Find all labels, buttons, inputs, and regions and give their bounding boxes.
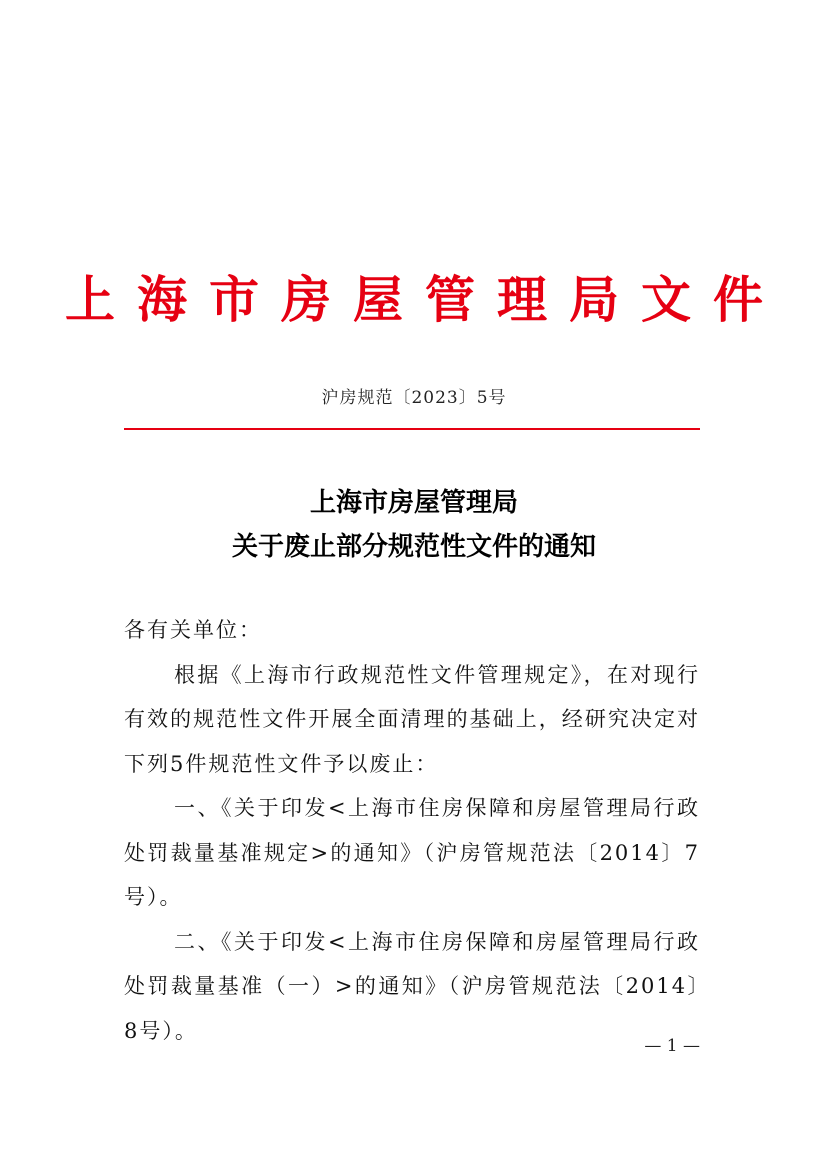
notice-title-line2: 关于废止部分规范性文件的通知 [231, 532, 596, 562]
intro-paragraph: 根据《上海市行政规范性文件管理规定》，在对现行有效的规范性文件开展全面清理的基础上，经研究决定对下列5件规范性文件予以废止： [124, 662, 700, 776]
document-number: 沪房规范〔2023〕5号 [321, 388, 507, 408]
notice-title-line1: 上海市房屋管理局 [309, 488, 518, 518]
salutation: 各有关单位： [124, 618, 262, 642]
page-number: — 1 — [644, 1036, 700, 1056]
list-item: 二、《关于印发<上海市住房保障和房屋管理局行政处罚裁量基准（一）>的通知》（沪房管规范法〔2014〕8号）。 [124, 929, 700, 1043]
agency-masthead: 上海市房屋管理局文件 [65, 271, 785, 329]
list-item: 一、《关于印发<上海市住房保障和房屋管理局行政处罚裁量基准规定>的通知》（沪房管规范法〔2014〕7号）。 [124, 796, 700, 909]
notice-body [124, 608, 700, 1053]
red-divider-line [124, 428, 700, 430]
